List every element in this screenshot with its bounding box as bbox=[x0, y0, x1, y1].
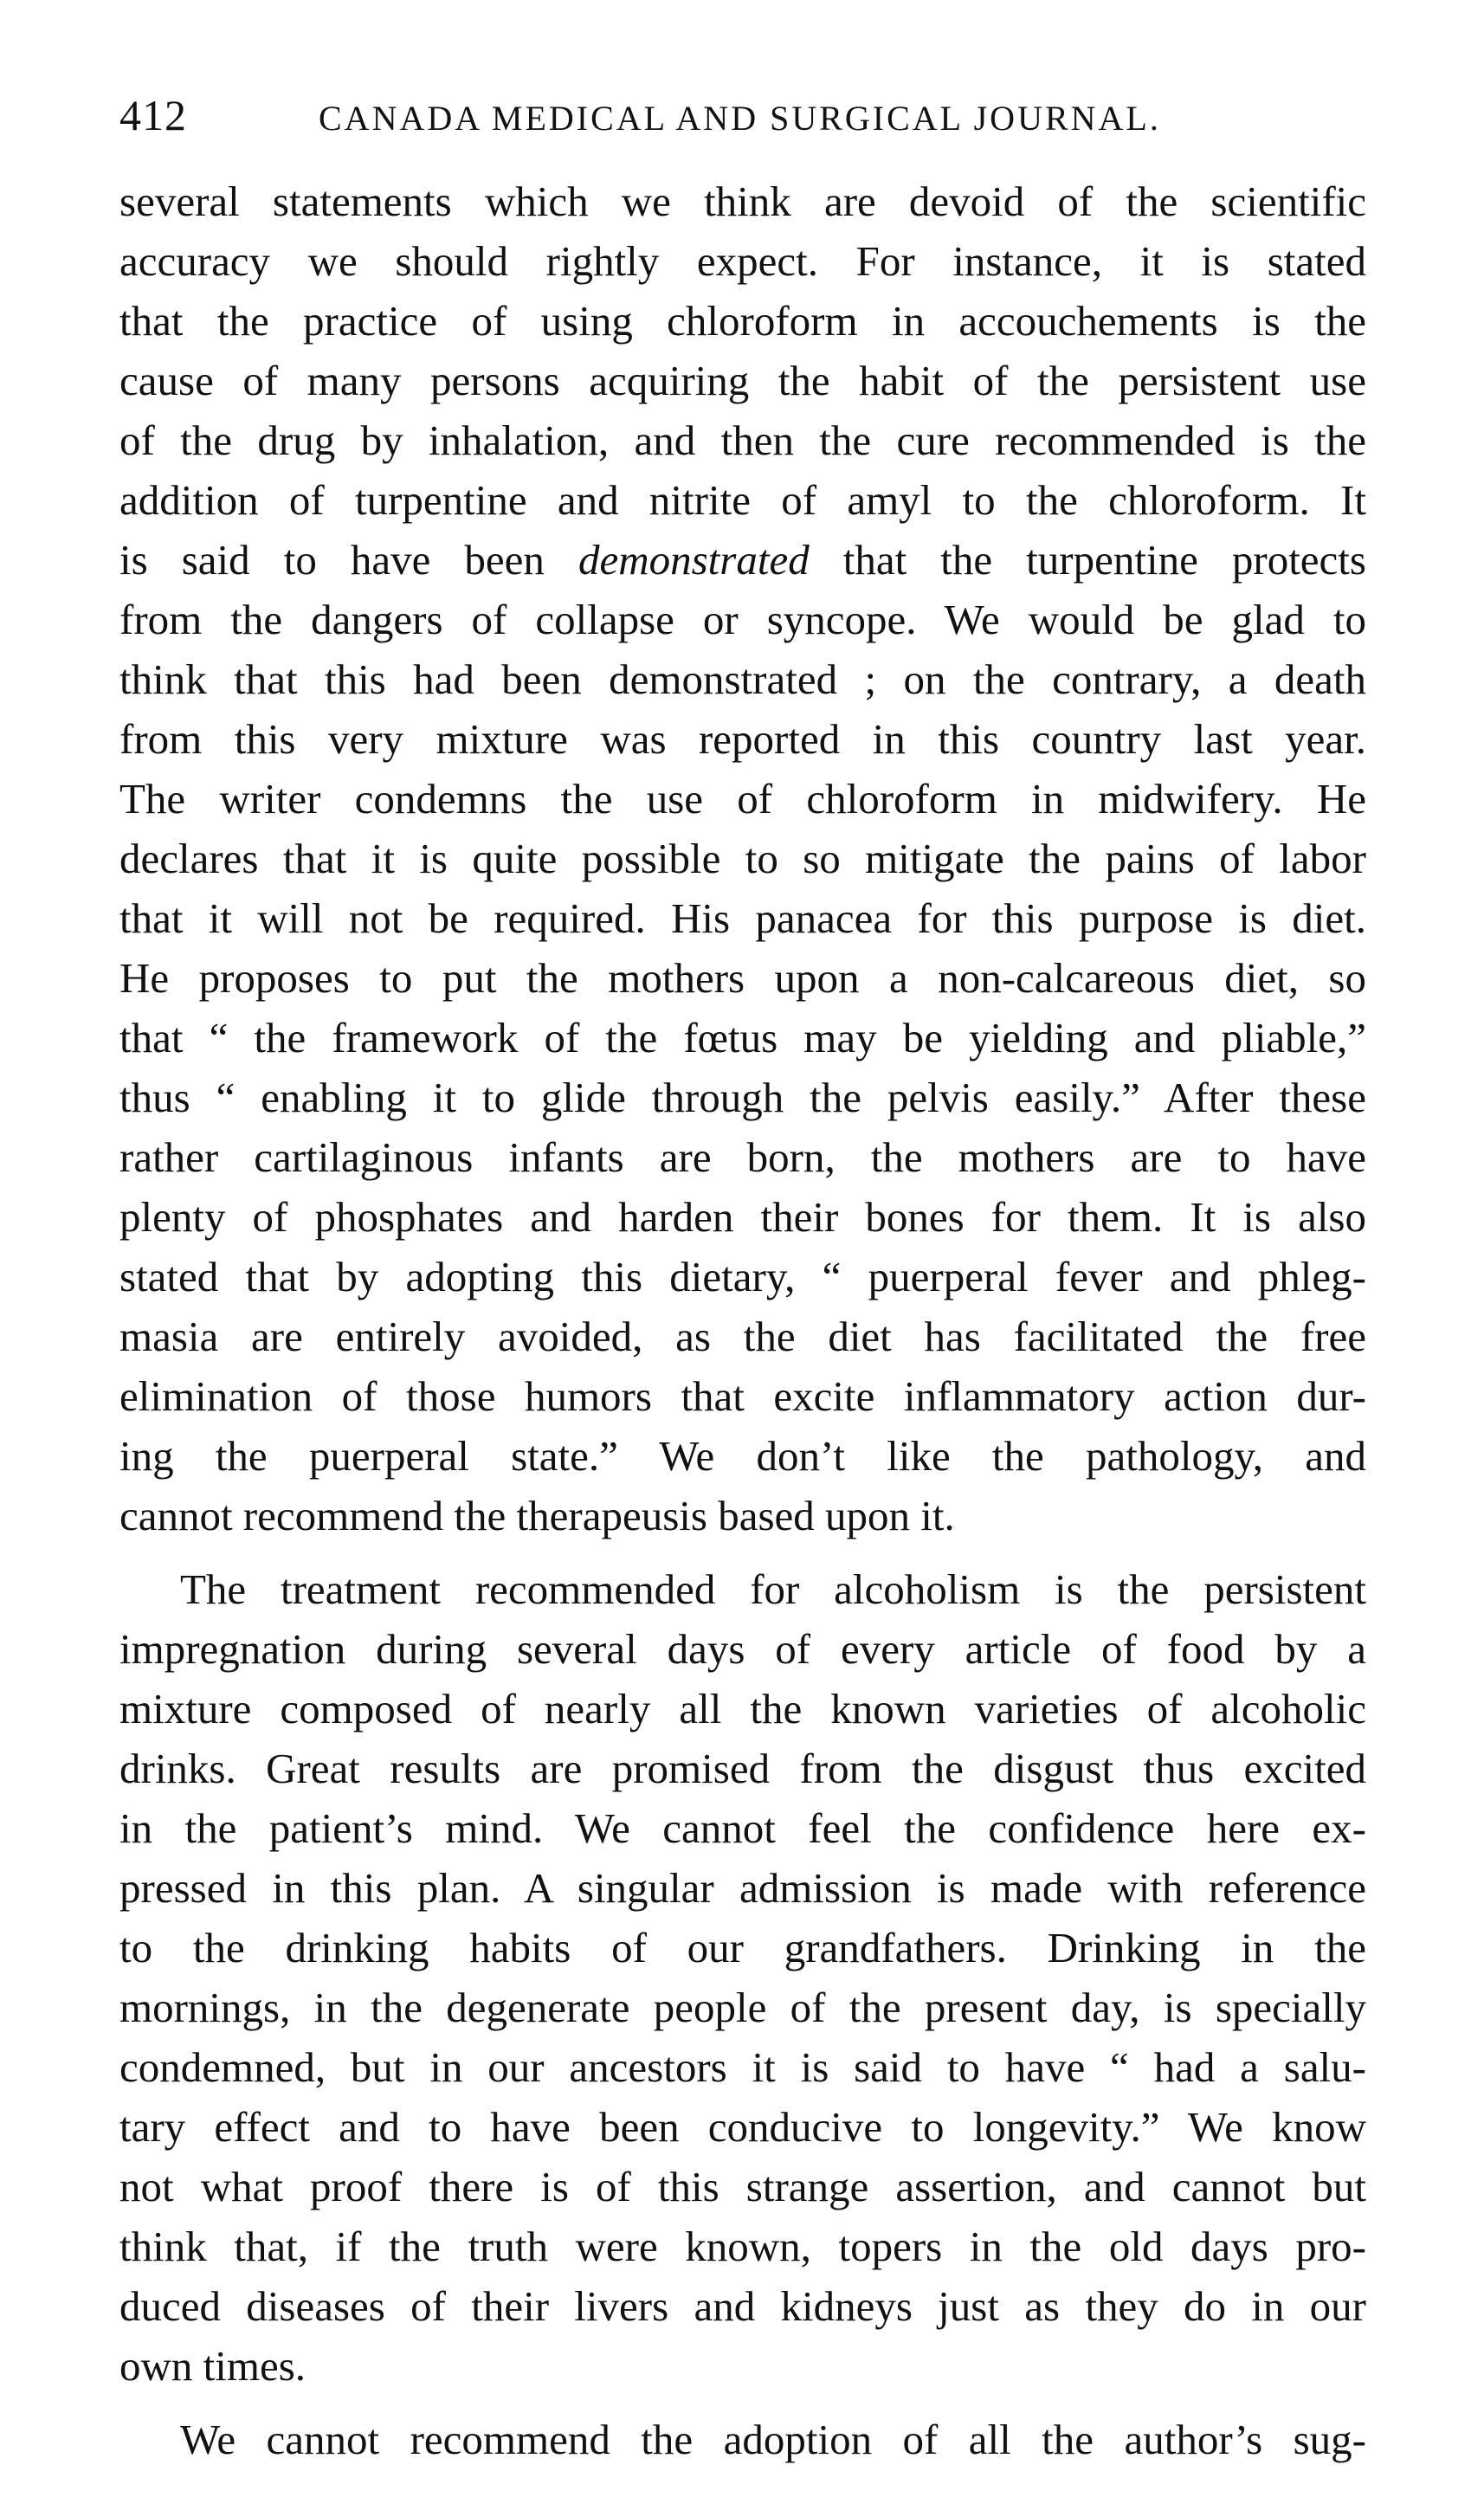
text-line: think that, if the truth were known, topers in the old days pro- bbox=[119, 2223, 1366, 2270]
text-line: from this very mixture was reported in this country last year. bbox=[119, 715, 1366, 763]
text-line: not what proof there is of this strange assertion, and cannot but bbox=[119, 2163, 1366, 2210]
italic-word: demonstrated bbox=[577, 536, 810, 584]
text-line: duced diseases of their livers and kidneys just as they do in our bbox=[119, 2282, 1366, 2330]
text-line: that the practice of using chloroform in accouchements is the bbox=[119, 297, 1366, 345]
text-line: drinks. Great results are promised from the disgust thus excited bbox=[119, 1745, 1366, 1792]
text-line: impregnation during several days of every article of food by a bbox=[119, 1625, 1366, 1673]
text-line: of the drug by inhalation, and then the cure recommended is the bbox=[119, 416, 1366, 464]
paragraph bbox=[119, 171, 1366, 1545]
text-line: condemned, but in our ancestors it is said to have “ had a salu- bbox=[119, 2043, 1366, 2091]
text-line: declares that it is quite possible to so mitigate the pains of labor bbox=[119, 835, 1366, 882]
body-text bbox=[119, 171, 1366, 2469]
text-line: mornings, in the degenerate people of the present day, is specially bbox=[119, 1984, 1366, 2031]
text-line: cause of many persons acquiring the habit of the persistent use bbox=[119, 357, 1366, 404]
text-line: that “ the framework of the fœtus may be yielding and pliable,” bbox=[119, 1014, 1366, 1061]
text-line bbox=[119, 530, 1366, 590]
text-line: plenty of phosphates and harden their bones for them. It is also bbox=[119, 1193, 1366, 1241]
text-run: that the turpentine protects bbox=[809, 536, 1366, 584]
text-line: tary effect and to have been conducive to longevity.” We know bbox=[119, 2103, 1366, 2151]
text-line: He proposes to put the mothers upon a non-calcareous diet, so bbox=[119, 954, 1366, 1002]
text-line: masia are entirely avoided, as the diet has facilitated the free bbox=[119, 1313, 1366, 1360]
text-line: in the patient’s mind. We cannot feel the confidence here ex- bbox=[119, 1804, 1366, 1852]
text-line: several statements which we think are devoid of the scientific bbox=[119, 177, 1366, 225]
text-line: elimination of those humors that excite inflammatory action dur- bbox=[119, 1372, 1366, 1420]
text-line: mixture composed of nearly all the known varieties of alcoholic bbox=[119, 1685, 1366, 1732]
text-line: pressed in this plan. A singular admission is made with reference bbox=[119, 1864, 1366, 1912]
text-line: from the dangers of collapse or syncope. We would be glad to bbox=[119, 596, 1366, 643]
paragraph bbox=[119, 2410, 1366, 2469]
text-line: to the drinking habits of our grandfathers. Drinking in the bbox=[119, 1924, 1366, 1971]
paragraph-gap bbox=[119, 1545, 1366, 1559]
text-line: think that this had been demonstrated ; on the contrary, a death bbox=[119, 655, 1366, 703]
text-line: The writer condemns the use of chloroform in midwifery. He bbox=[119, 775, 1366, 823]
text-line: accuracy we should rightly expect. For instance, it is stated bbox=[119, 237, 1366, 285]
paragraph-gap bbox=[119, 2396, 1366, 2410]
text-line: thus “ enabling it to glide through the pelvis easily.” After these bbox=[119, 1074, 1366, 1121]
text-line: own times. bbox=[119, 2342, 306, 2390]
page-number: 412 bbox=[119, 91, 187, 139]
paragraph bbox=[119, 1559, 1366, 2396]
text-run: is said to have been bbox=[119, 536, 578, 584]
running-title: CANADA MEDICAL AND SURGICAL JOURNAL. bbox=[319, 99, 1161, 138]
text-line: rather cartilaginous infants are born, the mothers are to have bbox=[119, 1133, 1366, 1181]
page-header bbox=[119, 85, 1366, 145]
text-line: stated that by adopting this dietary, “ puerperal fever and phleg- bbox=[119, 1253, 1366, 1300]
text-line: The treatment recommended for alcoholism is the persistent bbox=[180, 1565, 1366, 1613]
text-line: We cannot recommend the adoption of all the author’s sug- bbox=[180, 2416, 1366, 2463]
text-line: ing the puerperal state.” We don’t like the pathology, and bbox=[119, 1432, 1366, 1480]
text-line: that it will not be required. His panacea for this purpose is diet. bbox=[119, 894, 1366, 942]
text-line: addition of turpentine and nitrite of amyl to the chloroform. It bbox=[119, 476, 1366, 524]
text-line: cannot recommend the therapeusis based upon it. bbox=[119, 1492, 955, 1539]
